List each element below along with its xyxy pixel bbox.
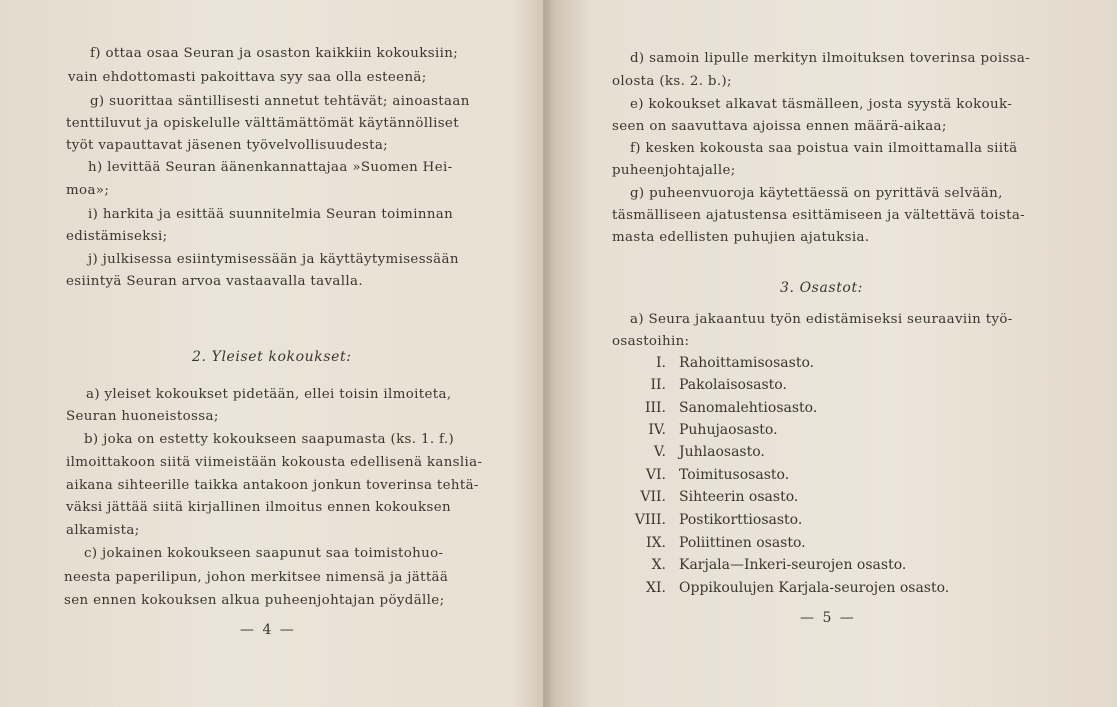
- section-heading: 2. Yleiset kokoukset:: [192, 349, 352, 365]
- text-line: alkamista;: [66, 523, 140, 538]
- text-line: b) joka on estetty kokoukseen saapumasta (ks. 1. f.): [84, 432, 455, 447]
- text-line: f) kesken kokousta saa poistua vain ilmoittamalla siitä: [630, 141, 1018, 156]
- text-line: a) Seura jakaantuu työn edistämiseksi seuraaviin työ-: [630, 312, 1013, 327]
- left-page: [0, 0, 545, 707]
- department-name: Karjala—Inkeri-seurojen osasto.: [679, 557, 907, 573]
- text-line: esiintyä Seuran arvoa vastaavalla tavalla.: [66, 274, 363, 289]
- text-line: f) ottaa osaa Seuran ja osaston kaikkiin kokouksiin;: [90, 46, 459, 61]
- department-number: VII.: [640, 489, 666, 505]
- text-line: aikana sihteerille taikka antakoon jonkun toverinsa tehtä-: [66, 478, 479, 493]
- department-number: VI.: [645, 467, 666, 483]
- department-name: Juhlaosasto.: [679, 444, 765, 460]
- department-number: XI.: [646, 580, 666, 596]
- text-line: edistämiseksi;: [66, 229, 168, 244]
- text-line: a) yleiset kokoukset pidetään, ellei toisin ilmoiteta,: [86, 387, 452, 402]
- department-name: Toimitusosasto.: [679, 467, 790, 483]
- page-number: — 4 —: [240, 622, 296, 638]
- right-page: [548, 0, 1117, 707]
- text-line: g) puheenvuoroja käytettäessä on pyrittävä selvään,: [630, 186, 1003, 201]
- department-name: Rahoittamisosasto.: [679, 355, 815, 371]
- department-number: X.: [651, 557, 666, 573]
- text-line: seen on saavuttava ajoissa ennen määrä-aikaa;: [612, 119, 947, 134]
- text-line: j) julkisessa esiintymisessään ja käyttäytymisessään: [88, 252, 459, 267]
- section-heading: 3. Osastot:: [780, 280, 863, 296]
- page-number: — 5 —: [800, 610, 856, 626]
- text-line: neesta paperilipun, johon merkitsee nimensä ja jättää: [64, 570, 449, 585]
- department-name: Postikorttiosasto.: [679, 512, 803, 528]
- text-line: Seuran huoneistossa;: [66, 409, 219, 424]
- department-name: Pakolaisosasto.: [679, 377, 787, 393]
- text-line: ilmoittakoon siitä viimeistään kokousta edellisenä kanslia-: [66, 455, 483, 470]
- text-line: tenttiluvut ja opiskelulle välttämättömät käytännölliset: [66, 116, 459, 131]
- text-line: d) samoin lipulle merkityn ilmoituksen toverinsa poissa-: [630, 51, 1031, 66]
- department-number: IX.: [646, 535, 666, 551]
- department-number: II.: [650, 377, 666, 393]
- text-line: g) suorittaa säntillisesti annetut tehtävät; ainoastaan: [90, 94, 470, 109]
- department-number: III.: [644, 400, 666, 416]
- department-number: I.: [656, 355, 666, 371]
- text-line: olosta (ks. 2. b.);: [612, 74, 732, 89]
- department-name: Sanomalehtiosasto.: [679, 400, 818, 416]
- text-line: väksi jättää siitä kirjallinen ilmoitus ennen kokouksen: [66, 500, 451, 515]
- text-line: täsmälliseen ajatustensa esittämiseen ja vältettävä toista-: [612, 208, 1026, 223]
- text-line: sen ennen kokouksen alkua puheenjohtajan pöydälle;: [64, 593, 445, 608]
- text-line: c) jokainen kokoukseen saapunut saa toimistohuo-: [84, 546, 444, 561]
- department-name: Oppikoulujen Karjala-seurojen osasto.: [679, 580, 950, 596]
- text-line: vain ehdottomasti pakoittava syy saa olla esteenä;: [68, 70, 427, 85]
- department-name: Sihteerin osasto.: [679, 489, 799, 505]
- text-line: h) levittää Seuran äänenkannattajaa »Suomen Hei-: [88, 160, 453, 175]
- text-line: työt vapauttavat jäsenen työvelvollisuudesta;: [66, 138, 389, 153]
- text-line: i) harkita ja esittää suunnitelmia Seuran toiminnan: [88, 207, 454, 222]
- department-number: V.: [653, 444, 666, 460]
- department-name: Puhujaosasto.: [679, 422, 778, 438]
- department-number: VIII.: [634, 512, 666, 528]
- text-line: puheenjohtajalle;: [612, 163, 736, 178]
- department-number: IV.: [648, 422, 666, 438]
- text-line: e) kokoukset alkavat täsmälleen, josta syystä kokouk-: [630, 97, 1013, 112]
- department-name: Poliittinen osasto.: [679, 535, 806, 551]
- text-line: osastoihin:: [612, 334, 690, 349]
- text-line: moa»;: [66, 183, 110, 198]
- text-line: masta edellisten puhujien ajatuksia.: [612, 230, 870, 245]
